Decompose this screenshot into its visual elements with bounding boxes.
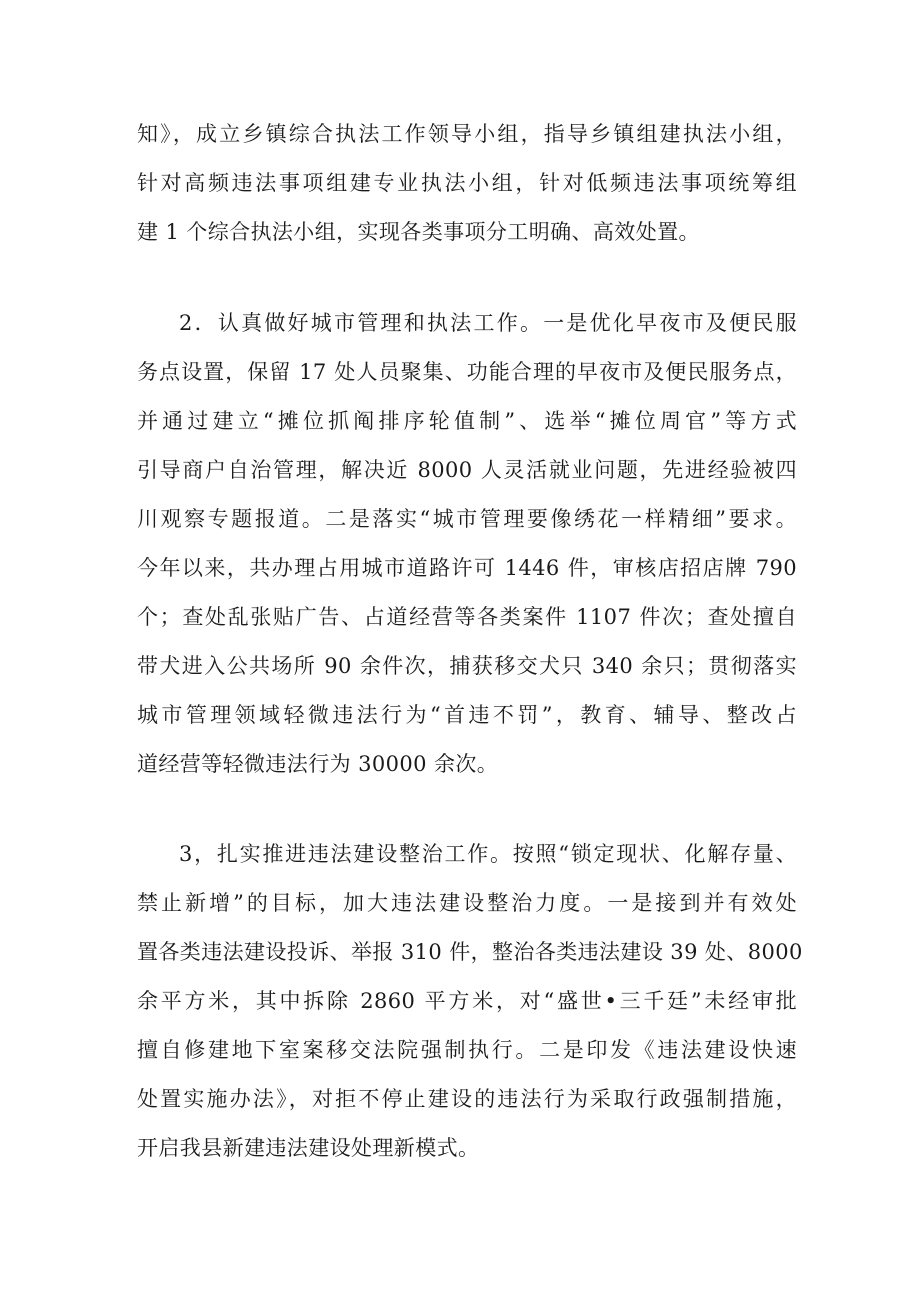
paragraph-line: 个；查处乱张贴广告、占道经营等各类案件 1107 件次；查处擅自 [137,605,797,629]
paragraph-line: 余平方米，其中拆除 2860 平方米，对“盛世•三千廷”未经审批 [137,989,797,1013]
paragraph-line: 2．认真做好城市管理和执法工作。一是优化早夜市及便民服 [179,311,797,335]
paragraph-2 [137,299,797,789]
paragraph-line: 城市管理领域轻微违法行为“首违不罚”，教育、辅导、整改占 [137,703,797,727]
paragraph-line: 引导商户自治管理，解决近 8000 人灵活就业问题，先进经验被四 [137,458,797,482]
paragraph-line: 川观察专题报道。二是落实“城市管理要像绣花一样精细”要求。 [137,507,797,531]
paragraph-line: 处置实施办法》，对拒不停止建设的违法行为采取行政强制措施， [137,1087,797,1111]
paragraph-line: 道经营等轻微违法行为 30000 余次。 [137,752,499,776]
paragraph-line: 知》，成立乡镇综合执法工作领导小组，指导乡镇组建执法小组， [137,122,797,146]
paragraph-line: 带犬进入公共场所 90 余件次，捕获移交犬只 340 余只；贯彻落实 [137,654,797,678]
paragraph-1 [137,110,797,257]
paragraph-line: 针对高频违法事项组建专业执法小组，针对低频违法事项统筹组 [137,171,797,195]
paragraph-line: 禁止新增”的目标，加大违法建设整治力度。一是接到并有效处 [137,891,797,915]
paragraph-line: 3，扎实推进违法建设整治工作。按照“锁定现状、化解存量、 [179,842,797,866]
paragraph-line: 务点设置，保留 17 处人员聚集、功能合理的早夜市及便民服务点， [137,360,797,384]
paragraph-line: 今年以来，共办理占用城市道路许可 1446 件，审核店招店牌 790 [137,556,797,580]
paragraph-line: 建 1 个综合执法小组，实现各类事项分工明确、高效处置。 [137,220,700,244]
paragraph-line: 并通过建立“摊位抓阄排序轮值制”、选举“摊位周官”等方式 [137,409,797,433]
paragraph-line: 置各类违法建设投诉、举报 310 件，整治各类违法建设 39 处、8000 [137,940,803,964]
paragraph-3 [137,830,803,1173]
paragraph-line: 擅自修建地下室案移交法院强制执行。二是印发《违法建设快速 [137,1038,797,1062]
paragraph-line: 开启我县新建违法建设处理新模式。 [137,1136,480,1160]
